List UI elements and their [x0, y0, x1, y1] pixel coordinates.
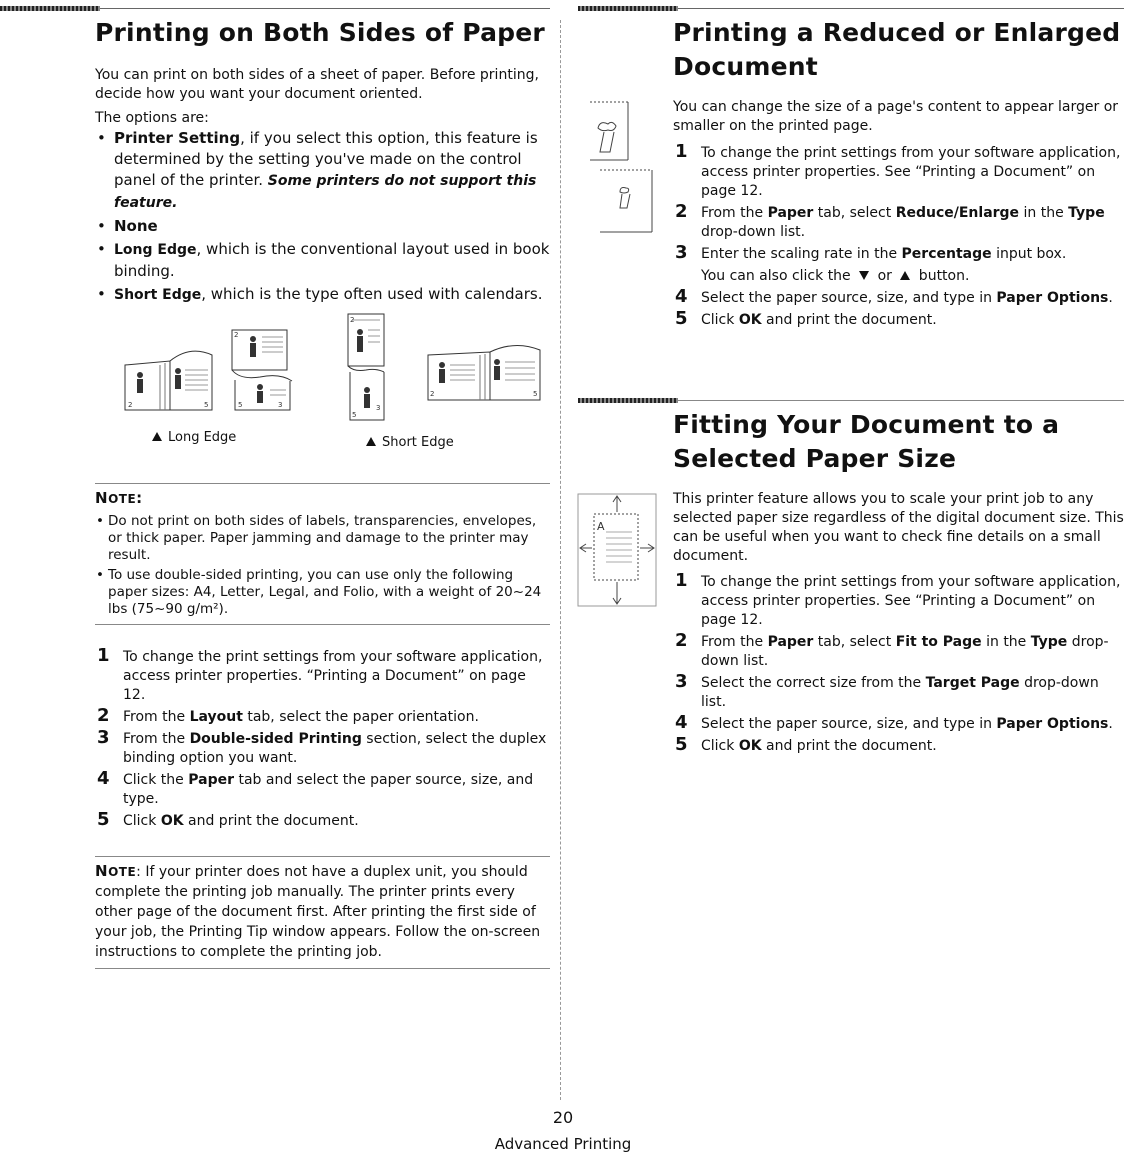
- reduce-enlarge-intro: You can change the size of a page's content to appear larger or smaller on the printed page.: [673, 99, 1119, 134]
- long-edge-caption: Long Edge: [152, 430, 236, 446]
- svg-text:3: 3: [278, 401, 283, 409]
- left-title: Printing on Both Sides of Paper: [95, 18, 545, 47]
- reduce-enlarge-title: Printing a Reduced or Enlarged Document: [673, 18, 1121, 81]
- fit-to-page-intro: This printer feature allows you to scale your print job to any selected paper size regardless of the digital document size. This can be useful when you want to check fine details on a small document.: [673, 491, 1124, 564]
- note2-bottom-rule: [95, 968, 550, 969]
- section-bar-right: [578, 398, 678, 403]
- note1-bottom-rule: [95, 624, 550, 625]
- left-intro: You can print on both sides of a sheet of paper. Before printing, decide how you want your document oriented.: [95, 67, 539, 102]
- left-step-3: 3 From the Double-sided Printing section, select the duplex binding option you want.: [97, 727, 547, 766]
- fit-step-1: 1 To change the print settings from your software application, access printer properties. See “Printing a Document” on page 12.: [675, 570, 1121, 628]
- section-rule-right: [678, 400, 1124, 401]
- options-intro: The options are:: [95, 110, 209, 126]
- svg-text:2: 2: [430, 390, 435, 398]
- triangle-up-icon: [152, 432, 162, 441]
- svg-text:2: 2: [234, 331, 239, 339]
- option-printer-setting: • Printer Setting, if you select this option, this feature is determined by the setting you've made on the control panel of the printer. Some printers do not support this feature.: [95, 128, 550, 214]
- left-step-1: 1 To change the print settings from your software application, access printer properties. “Printing a Document” on page 12.: [97, 645, 543, 703]
- fit-step-5: 5 Click OK and print the document.: [675, 734, 937, 755]
- note1: [95, 489, 550, 621]
- long-edge-illustration: [120, 325, 315, 420]
- triangle-up-icon: [366, 437, 376, 446]
- short-edge-caption: Short Edge: [366, 435, 454, 451]
- left-step-2: 2 From the Layout tab, select the paper orientation.: [97, 705, 479, 726]
- left-step-5: 5 Click OK and print the document.: [97, 809, 359, 830]
- svg-text:2: 2: [350, 316, 355, 324]
- reduce-step-3: 3 Enter the scaling rate in the Percentage input box. You can also click the or button.: [675, 245, 1125, 286]
- option-short-edge: • Short Edge, which is the type often used with calendars.: [95, 284, 550, 306]
- options-list: [95, 128, 550, 308]
- note1-item-1: • Do not print on both sides of labels, transparencies, envelopes, or thick paper. Paper jamming and damage to the printer may result.: [95, 513, 550, 564]
- option-long-edge: • Long Edge, which is the conventional layout used in book binding.: [95, 239, 550, 282]
- fit-icon-letter: A: [597, 520, 605, 533]
- left-step-4: 4 Click the Paper tab and select the paper source, size, and type.: [97, 768, 534, 807]
- fit-step-2: 2 From the Paper tab, select Fit to Page in the Type drop-down list.: [675, 630, 1109, 669]
- left-intro-block: [95, 66, 550, 128]
- reduce-step-4: 4 Select the paper source, size, and type in Paper Options.: [675, 286, 1113, 307]
- footer-section-title: Advanced Printing: [494, 1135, 632, 1153]
- header-rule-left: [100, 8, 550, 9]
- note1-title: NOTE:: [95, 489, 143, 507]
- reduce-enlarge-steps: [675, 141, 1125, 333]
- fit-step-3: 3 Select the correct size from the Target Page drop-down list.: [675, 671, 1099, 710]
- down-arrow-icon: [859, 271, 869, 280]
- short-edge-illustration: [340, 310, 550, 425]
- fit-to-page-title: Fitting Your Document to a Selected Paper Size: [673, 410, 1060, 473]
- page-number: 20: [552, 1108, 574, 1127]
- note2-text: : If your printer does not have a duplex unit, you should complete the printing job manually. The printer prints every other page of the document first. After printing the first side of your job, the Printing Tip window appears. Follow the on-screen instructions to complete the printing job.: [95, 864, 541, 960]
- note2-top-rule: [95, 856, 550, 857]
- reduce-step-2: 2 From the Paper tab, select Reduce/Enlarge in the Type drop-down list.: [675, 201, 1105, 240]
- svg-text:5: 5: [204, 401, 209, 409]
- column-divider: [560, 20, 561, 1100]
- header-bar-left: [0, 6, 100, 11]
- reduce-step-1: 1 To change the print settings from your software application, access printer properties. See “Printing a Document” on page 12.: [675, 141, 1121, 199]
- fit-to-page-steps: [675, 570, 1125, 759]
- svg-text:3: 3: [376, 404, 381, 412]
- long-edge-sheet-top: [232, 330, 287, 370]
- reduce-step-5: 5 Click OK and print the document.: [675, 308, 937, 329]
- svg-text:2: 2: [128, 401, 133, 409]
- fit-to-page-icon: [576, 492, 658, 608]
- note1-item-2: • To use double-sided printing, you can use only the following paper sizes: A4, Letter, Legal, and Folio, with a weight of 20~24 lbs (75~90 g/m²).: [95, 567, 550, 618]
- option-none: • None: [95, 216, 550, 237]
- up-arrow-icon: [900, 271, 910, 280]
- svg-text:5: 5: [352, 411, 357, 419]
- reduce-enlarge-icon: [580, 100, 660, 235]
- left-steps: [97, 645, 547, 834]
- short-edge-page-left: [428, 352, 490, 400]
- reduce-step-3-sub: You can also click the or button.: [701, 268, 970, 284]
- svg-text:5: 5: [533, 390, 538, 398]
- header-bar-right: [578, 6, 678, 11]
- note2: NOTE: If your printer does not have a duplex unit, you should complete the printing job manually. The printer prints every other page of the document first. After printing the first side of your job, the Printing Tip window appears. Follow the on-screen instructions to complete the printing job.: [95, 862, 541, 960]
- header-rule-right: [678, 8, 1124, 9]
- svg-text:5: 5: [238, 401, 243, 409]
- note1-top-rule: [95, 483, 550, 484]
- fit-step-4: 4 Select the paper source, size, and type in Paper Options.: [675, 712, 1113, 733]
